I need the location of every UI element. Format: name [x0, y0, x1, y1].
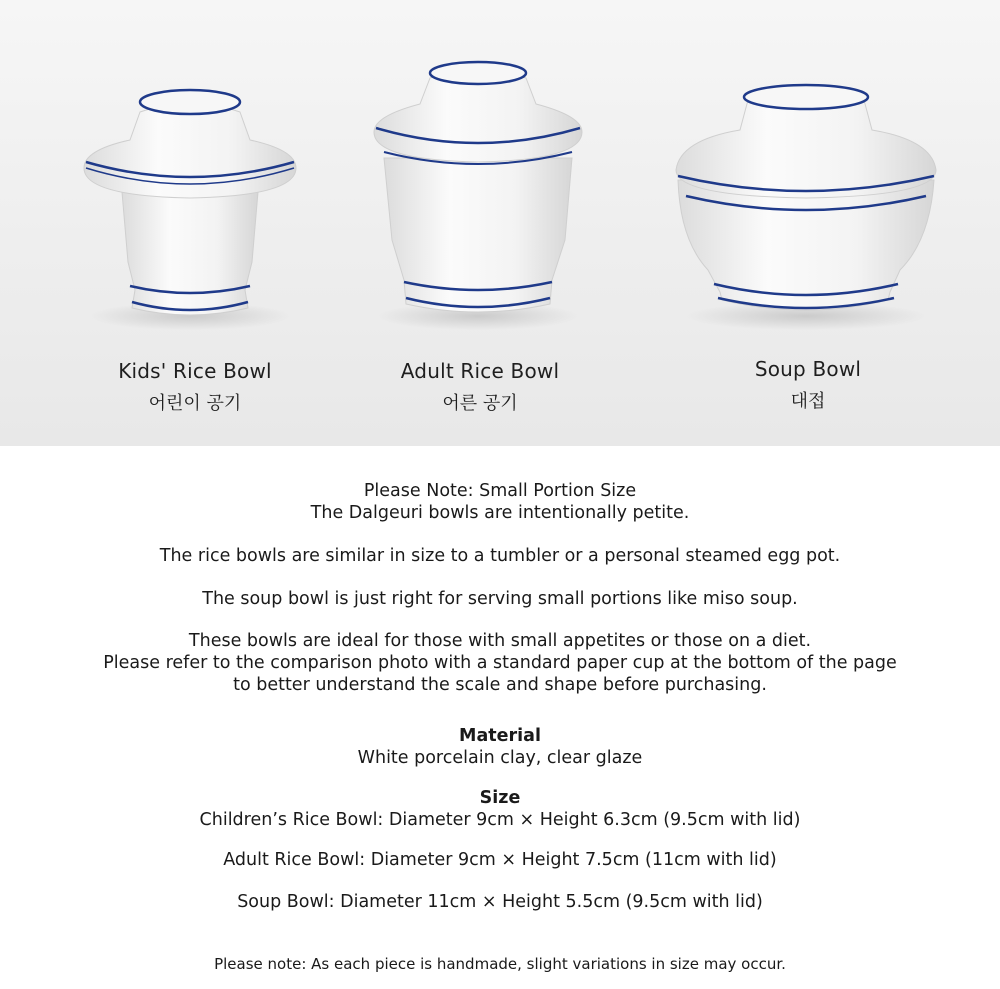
portion-note-line: to better understand the scale and shape before purchasing. [233, 675, 767, 695]
portion-note-heading: Please Note: Small Portion Size [363, 481, 637, 501]
size-adult: Adult Rice Bowl: Diameter 9cm × Height 7.5cm (11cm with lid) [223, 850, 777, 870]
kids-rice-bowl-caption [65, 359, 325, 415]
size-kids: Children’s Rice Bowl: Diameter 9cm × Height 6.3cm (9.5cm with lid) [199, 810, 801, 830]
adult-rice-bowl-name-korean: 어른 공기 [442, 393, 518, 414]
material-value: White porcelain clay, clear glaze [357, 748, 643, 768]
portion-note-line: These bowls are ideal for those with small appetites or those on a diet. [188, 631, 812, 651]
soup-bowl-name: Soup Bowl [754, 357, 862, 381]
size-soup: Soup Bowl: Diameter 11cm × Height 5.5cm (9.5cm with lid) [237, 892, 763, 912]
material-section [0, 725, 1000, 769]
portion-note-line: The rice bowls are similar in size to a tumbler or a personal steamed egg pot. [159, 546, 841, 566]
size-heading: Size [479, 788, 521, 808]
size-soup-row [0, 891, 1000, 913]
handmade-note-text: Please note: As each piece is handmade, slight variations in size may occur. [214, 955, 786, 973]
size-adult-row [0, 849, 1000, 871]
portion-note-line: The Dalgeuri bowls are intentionally petite. [310, 503, 690, 523]
soup-bowl-caption [678, 357, 938, 413]
portion-note-rice [0, 545, 1000, 567]
kids-rice-bowl-image [84, 90, 296, 330]
kids-rice-bowl-name-korean: 어린이 공기 [148, 393, 242, 414]
adult-rice-bowl-caption [350, 359, 610, 415]
portion-note [0, 480, 1000, 524]
soup-bowl-image [676, 85, 936, 330]
adult-rice-bowl-image [374, 62, 582, 330]
size-section [0, 787, 1000, 831]
soup-bowl-name-korean: 대접 [790, 391, 826, 412]
kids-rice-bowl-name: Kids' Rice Bowl [118, 359, 272, 383]
adult-rice-bowl-name: Adult Rice Bowl [400, 359, 560, 383]
material-heading: Material [459, 726, 541, 746]
portion-note-soup [0, 588, 1000, 610]
portion-note-ideal [0, 630, 1000, 696]
product-photo [0, 0, 1000, 446]
portion-note-line: Please refer to the comparison photo with a standard paper cup at the bottom of the page [103, 653, 897, 673]
portion-note-line: The soup bowl is just right for serving small portions like miso soup. [202, 589, 798, 609]
handmade-note [0, 953, 1000, 975]
